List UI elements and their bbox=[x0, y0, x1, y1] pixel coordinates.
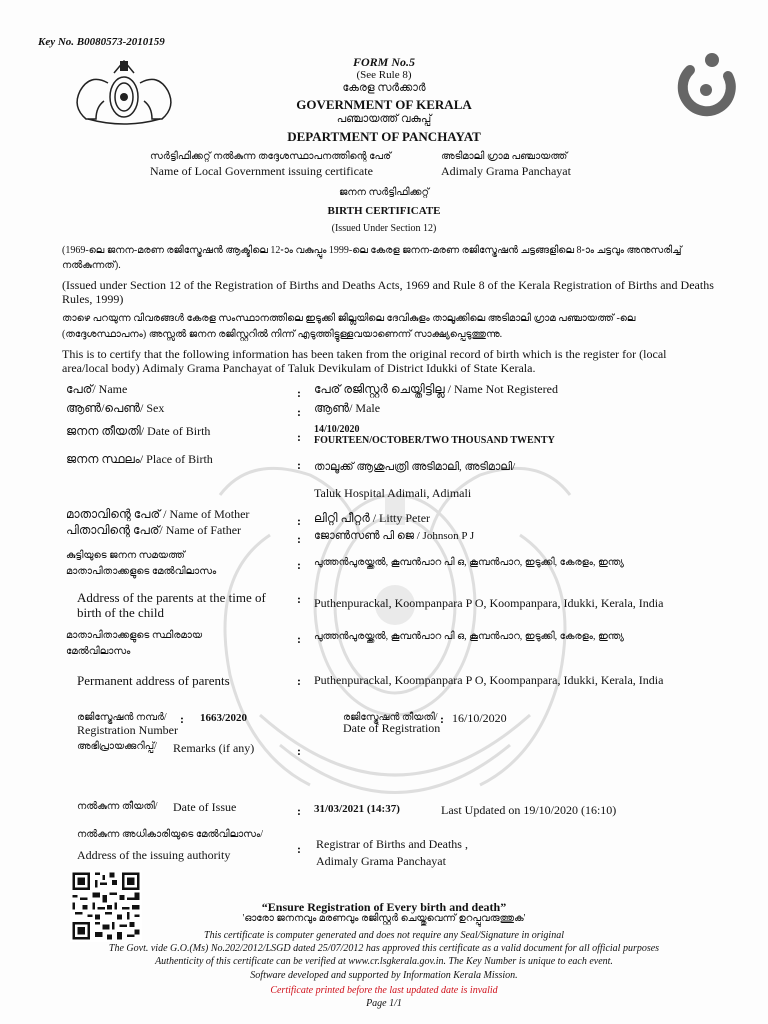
page-number: Page 1/1 bbox=[366, 998, 402, 1009]
perm-address-value-en: Puthenpurackal, Koompanpara P O, Koompanpara, Idukki, Kerala, India bbox=[314, 673, 664, 687]
form-number: FORM No.5 bbox=[352, 55, 415, 69]
issue-date-label-ml: നൽകുന്ന തീയതി/ bbox=[77, 801, 158, 812]
dob-label: ജനന തീയതി/ Date of Birth bbox=[66, 424, 211, 438]
birth-address-colon-ml: : bbox=[297, 558, 301, 572]
lg-value-ml: അടിമാലി ഗ്രാമ പഞ്ചായത്ത് bbox=[441, 151, 568, 162]
perm-address-label-en: Permanent address of parents bbox=[77, 673, 230, 688]
department-ml: പഞ്ചായത്ത് വകുപ്പ് bbox=[336, 113, 432, 125]
birth-address-label-ml-2: മാതാപിതാക്കളുടെ മേൽവിലാസം bbox=[66, 566, 217, 577]
reg-number-colon: : bbox=[180, 712, 184, 726]
authority-value-1: Registrar of Births and Deaths , bbox=[316, 837, 468, 851]
footer-line-3: Authenticity of this certificate can be verified at www.cr.lsgkerala.gov.in. The Key Number is unique to each event. bbox=[155, 956, 613, 967]
reg-date-value: 16/10/2020 bbox=[452, 711, 507, 725]
reg-number-value: 1663/2020 bbox=[200, 712, 248, 724]
last-updated: Last Updated on 19/10/2020 (16:10) bbox=[441, 803, 617, 817]
footer-line-2: The Govt. vide G.O.(Ms) No.202/2012/LSGD dated 25/07/2012 has approved this certificate as a valid document for all official purposes bbox=[108, 943, 660, 954]
birth-address-value-ml: പുത്തൻപുരയ്ക്കൽ, കൂമ്പൻപാറ പി ഒ, കൂമ്പൻപാറ, ഇടുക്കി, കേരളം, ഇന്ത്യ bbox=[314, 557, 624, 568]
mother-colon: : bbox=[297, 514, 301, 528]
footer-line-1: This certificate is computer generated and does not require any Seal/Signature in original bbox=[204, 930, 564, 941]
name-colon: : bbox=[297, 386, 301, 400]
mother-value: ലിറ്റി പീറ്റർ / Litty Peter bbox=[314, 511, 431, 525]
birth-address-colon-en: : bbox=[297, 592, 301, 606]
see-rule: (See Rule 8) bbox=[356, 69, 412, 81]
birth-certificate-title: BIRTH CERTIFICATE bbox=[327, 205, 441, 217]
slogan-ml: 'ഓരോ ജനനവും മരണവും രജിസ്റ്റർ ചെയ്തുവെന്ന് ഉറപ്പുവരുത്തുക' bbox=[242, 913, 526, 924]
dob-value: 14/10/2020 bbox=[314, 424, 360, 435]
remarks-label-ml: അഭിപ്രായക്കുറിപ്പ്/ bbox=[77, 741, 157, 752]
pob-value-ml: താലൂക്ക് ആശുപത്രി അടിമാലി, അടിമാലി/ bbox=[314, 461, 516, 473]
dob-colon: : bbox=[297, 430, 301, 444]
authority-colon: : bbox=[297, 842, 301, 856]
issued-under: (Issued Under Section 12) bbox=[331, 223, 437, 234]
invalid-warning: Certificate printed before the last updated date is invalid bbox=[270, 985, 498, 996]
birth-address-label-ml-1: കുട്ടിയുടെ ജനന സമയത്ത് bbox=[66, 550, 185, 561]
reg-number-label-en: Registration Number bbox=[77, 723, 178, 737]
lg-label-ml: സർട്ടിഫിക്കറ്റ് നൽകുന്ന തദ്ദേശസ്ഥാപനത്തിന്റെ പേര് bbox=[150, 151, 392, 162]
birth-address-value-en: Puthenpurackal, Koompanpara P O, Koompanpara, Idukki, Kerala, India bbox=[314, 596, 664, 610]
father-label: പിതാവിന്റെ പേര്/ Name of Father bbox=[66, 523, 242, 537]
paragraph-ml-1: (1969-ലെ ജനന-മരണ രജിസ്ട്രേഷൻ ആക്ടിലെ 12-ാം വകുപ്പും 1999-ലെ കേരള ജനന-മരണ രജിസ്ട്രേഷൻ ചട്ടങ്ങളിലെ 8-ാം ചട്ടവും അനുസരിച്ച് നൽകുന്നത്). bbox=[62, 245, 682, 271]
remarks-label-en: Remarks (if any) bbox=[173, 741, 255, 755]
department-title: DEPARTMENT OF PANCHAYAT bbox=[287, 129, 481, 144]
name-label: പേര്/ Name bbox=[66, 382, 128, 396]
kerala-sarkar-ml: കേരള സർക്കാർ bbox=[342, 82, 426, 94]
government-title: GOVERNMENT OF KERALA bbox=[296, 97, 472, 112]
lg-label: Name of Local Government issuing certificate bbox=[150, 164, 373, 178]
paragraph-en-2: This is to certify that the following information has been taken from the original record of birth which is the register for (local area/local body) Adimaly Grama Panchayat of Taluk Devikulam of District Idukki of State Kerala. bbox=[62, 347, 667, 375]
reg-date-label-ml: രജിസ്ട്രേഷൻ തീയതി/ bbox=[343, 712, 438, 723]
reg-number-label-ml: രജിസ്ട്രേഷൻ നമ്പർ/ bbox=[77, 712, 167, 723]
slogan: “Ensure Registration of Every birth and death” bbox=[261, 900, 507, 914]
sex-value: ആൺ/ Male bbox=[314, 401, 381, 415]
remarks-colon: : bbox=[297, 744, 301, 758]
pob-colon: : bbox=[297, 458, 301, 472]
issue-date-colon: : bbox=[297, 804, 301, 818]
perm-address-value-ml: പുത്തൻപുരയ്ക്കൽ, കൂമ്പൻപാറ പി ഒ, കൂമ്പൻപാറ, ഇടുക്കി, കേരളം, ഇന്ത്യ bbox=[314, 631, 624, 642]
lg-value: Adimaly Grama Panchayat bbox=[441, 164, 571, 178]
perm-address-colon-ml: : bbox=[297, 632, 301, 646]
birth-address-label-en-1: Address of the parents at the time of bbox=[77, 590, 266, 605]
footer-line-4: Software developed and supported by Information Kerala Mission. bbox=[250, 970, 518, 981]
pob-label: ജനന സ്ഥലം/ Place of Birth bbox=[66, 452, 213, 466]
perm-address-label-ml-2: മേൽവിലാസം bbox=[66, 646, 131, 657]
sex-label: ആൺ/പെൺ/ Sex bbox=[66, 401, 165, 415]
mother-label: മാതാവിന്റെ പേര് / Name of Mother bbox=[66, 507, 250, 521]
father-value: ജോൺസൺ പി ജെ / Johnson P J bbox=[314, 530, 475, 542]
key-number: Key No. B0080573-2010159 bbox=[38, 36, 165, 48]
perm-address-colon-en: : bbox=[297, 674, 301, 688]
issue-date-label-en: Date of Issue bbox=[173, 800, 237, 814]
birth-certificate-ml: ജനന സർട്ടിഫിക്കറ്റ് bbox=[338, 187, 430, 198]
paragraph-en-1: (Issued under Section 12 of the Registration of Births and Deaths Acts, 1969 and Rule 8 of the Kerala Registration of Births and Deaths Rules, 1999) bbox=[62, 278, 714, 306]
issue-date-value: 31/03/2021 (14:37) bbox=[314, 803, 400, 815]
pob-value-en: Taluk Hospital Adimali, Adimali bbox=[314, 486, 472, 500]
father-colon: : bbox=[297, 532, 301, 546]
reg-date-label-en: Date of Registration bbox=[343, 721, 441, 735]
authority-label-ml: നൽകുന്ന അധികാരിയുടെ മേൽവിലാസം/ bbox=[77, 829, 263, 840]
watermark-emblem-icon bbox=[160, 415, 630, 835]
authority-label-en: Address of the issuing authority bbox=[77, 848, 231, 862]
reg-date-colon: : bbox=[440, 712, 444, 726]
name-value: പേര് രജിസ്റ്റർ ചെയ്തിട്ടില്ല / Name Not Registered bbox=[314, 382, 558, 396]
paragraph-ml-2: താഴെ പറയുന്ന വിവരങ്ങൾ കേരള സംസ്ഥാനത്തിലെ ഇടുക്കി ജില്ലയിലെ ദേവികുളം താലൂക്കിലെ അടിമാലി ഗ്രാമ പഞ്ചായത്ത് -ലെ (തദ്ദേശസ്ഥാപനം) അസ്സൽ ജനന രജിസ്റ്ററിൽ നിന്ന് എടുത്തിട്ടുള്ളവയാണെന്ന് സാക്ഷ്യപ്പെടുത്തുന്നു. bbox=[62, 313, 636, 340]
authority-value-2: Adimaly Grama Panchayat bbox=[316, 854, 446, 868]
perm-address-label-ml-1: മാതാപിതാക്കളുടെ സ്ഥിരമായ bbox=[66, 630, 203, 641]
birth-address-label-en-2: birth of the child bbox=[77, 605, 165, 620]
sex-colon: : bbox=[297, 405, 301, 419]
dob-words: FOURTEEN/OCTOBER/TWO THOUSAND TWENTY bbox=[314, 435, 555, 446]
